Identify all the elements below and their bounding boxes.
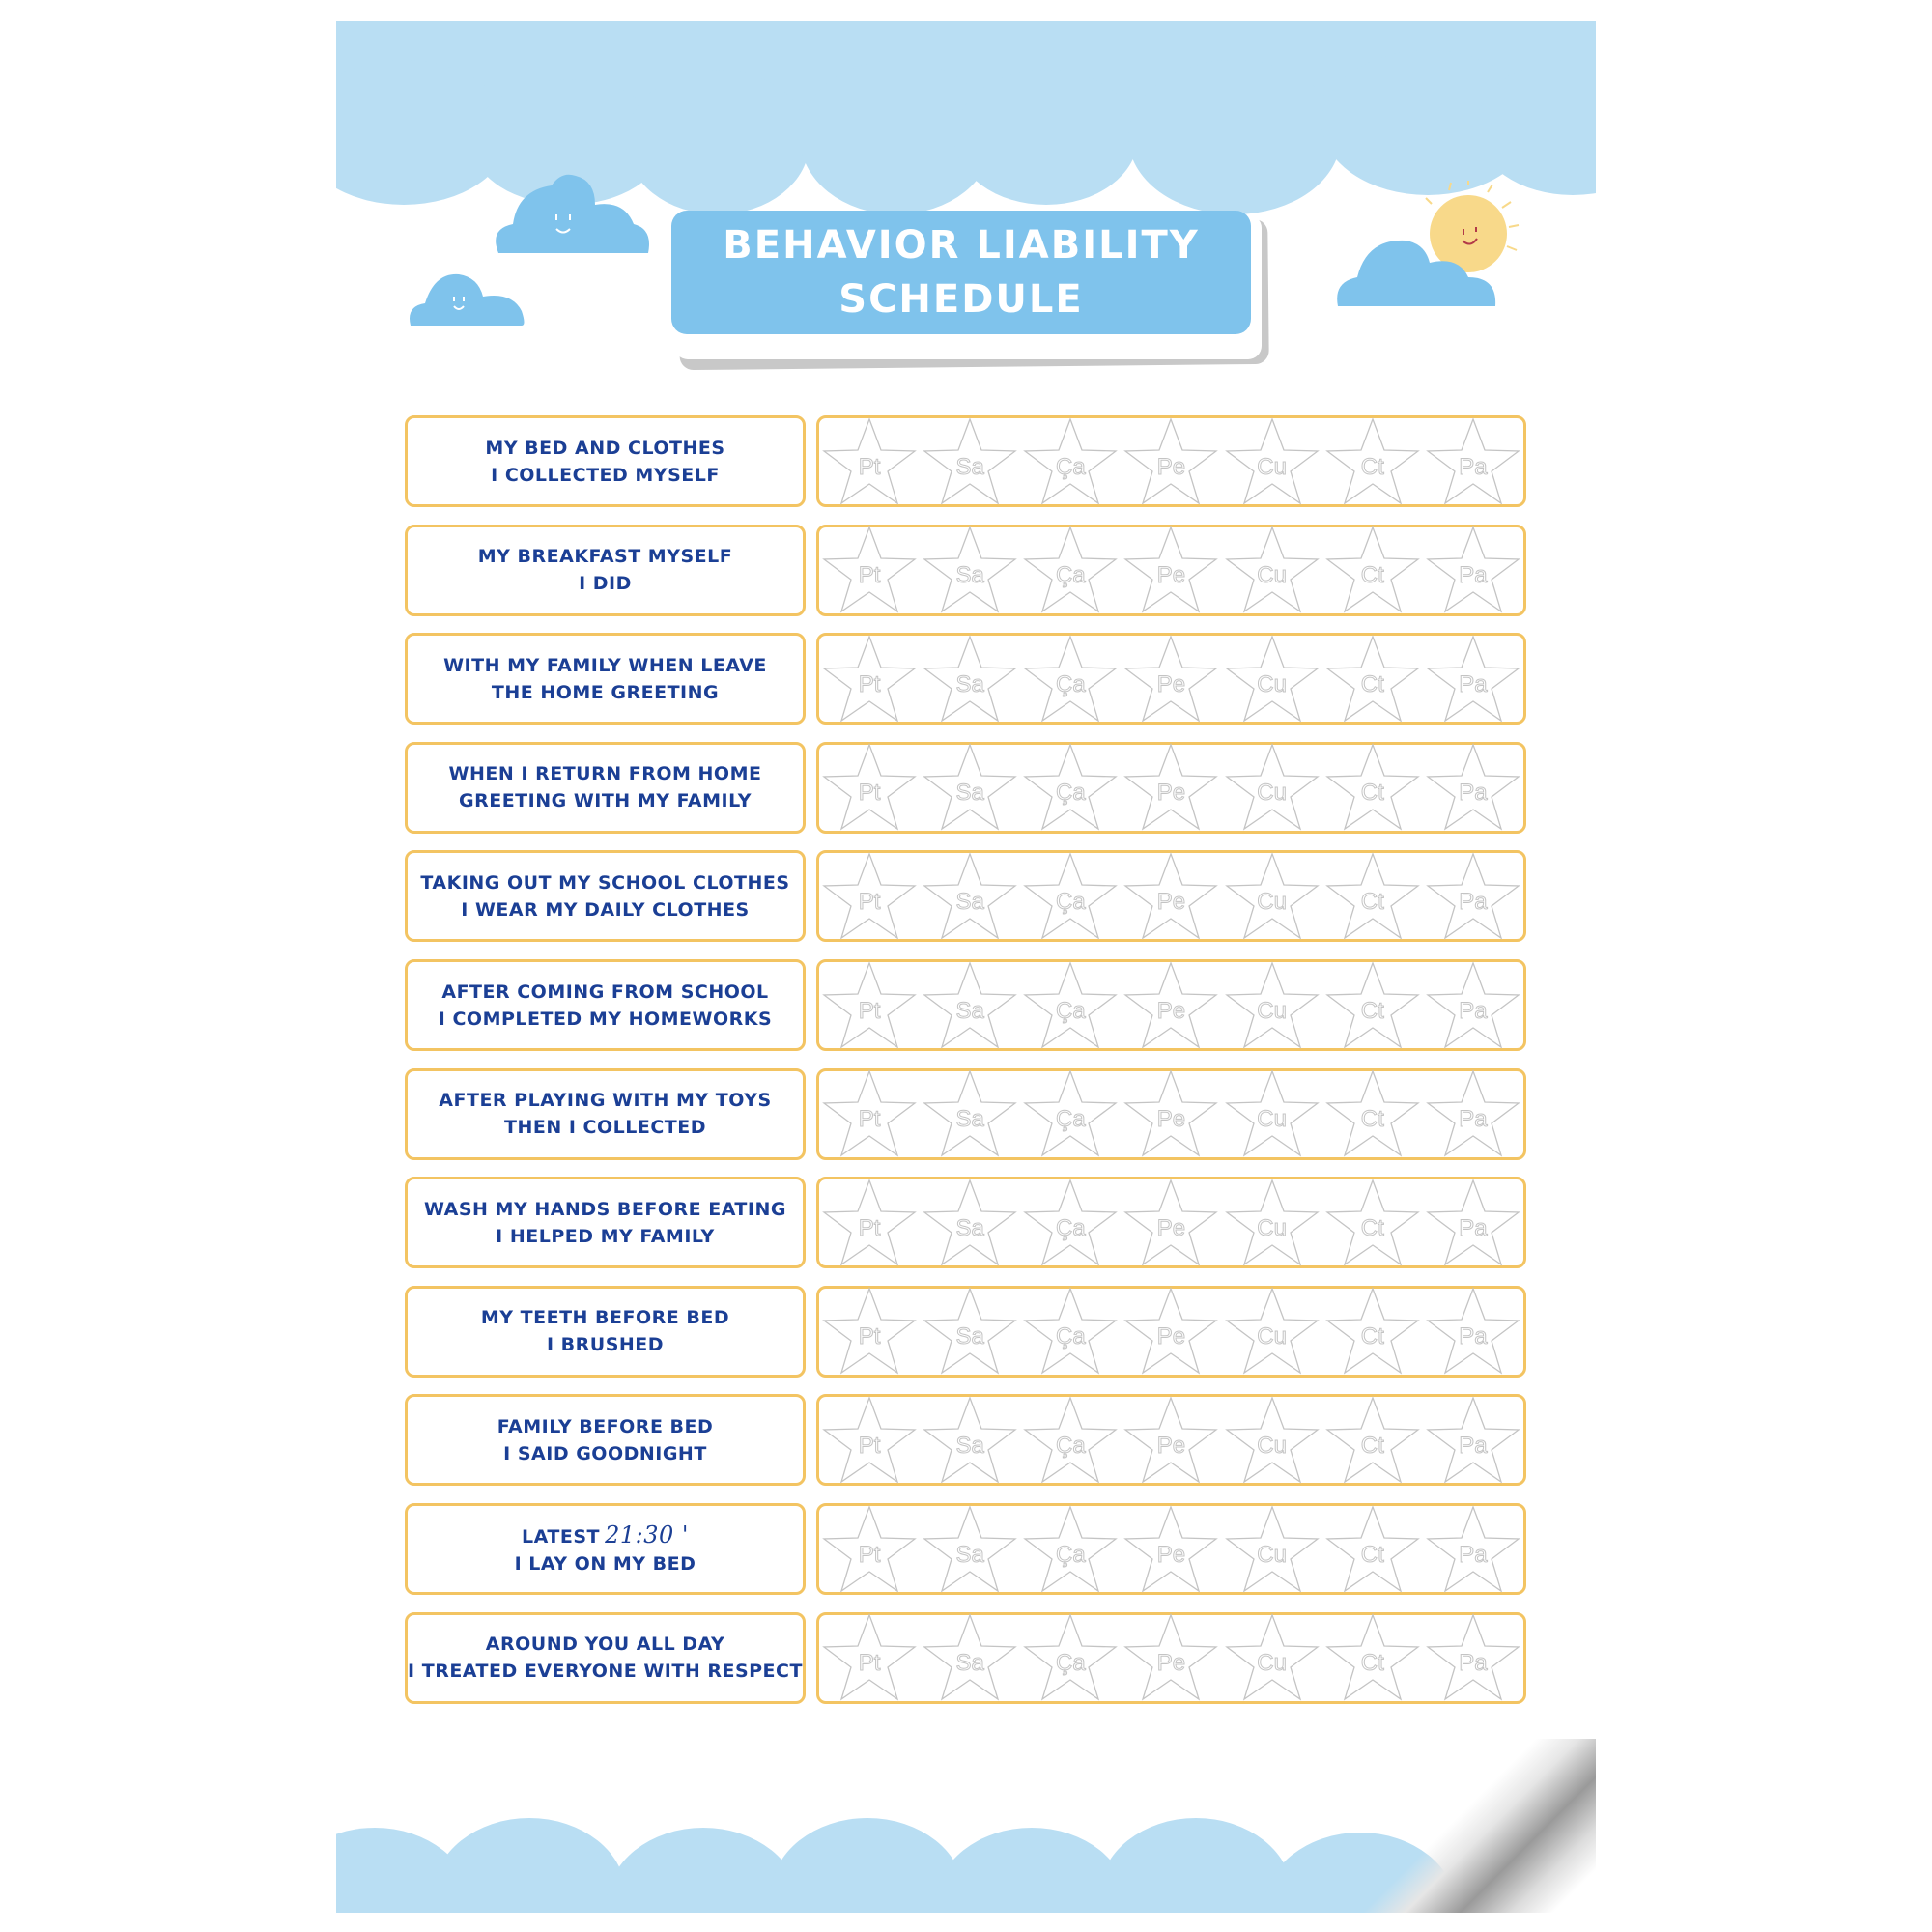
day-label: Ct	[1360, 888, 1384, 915]
day-label: Sa	[955, 888, 984, 915]
day-stars	[816, 1503, 1526, 1595]
day-label: Sa	[955, 1650, 984, 1677]
day-label: Ça	[1056, 1323, 1086, 1350]
task-line-1: LATEST	[522, 1525, 600, 1548]
task-label-box	[405, 850, 806, 942]
day-star-checkbox[interactable]	[821, 1613, 918, 1702]
day-star-checkbox[interactable]	[1425, 1287, 1521, 1376]
day-label: Pe	[1156, 453, 1186, 480]
day-label: Pa	[1459, 1432, 1488, 1459]
day-star-checkbox[interactable]	[1324, 1179, 1421, 1267]
table-row	[405, 1503, 1526, 1593]
day-star-checkbox[interactable]	[1022, 635, 1119, 724]
day-label: Sa	[955, 670, 984, 697]
day-stars	[816, 959, 1526, 1051]
day-label: Sa	[955, 453, 984, 480]
task-line-1: AFTER PLAYING WITH MY TOYS	[439, 1090, 772, 1112]
day-label: Cu	[1257, 780, 1287, 807]
day-star-checkbox[interactable]	[1122, 961, 1219, 1050]
task-line-1: WASH MY HANDS BEFORE EATING	[424, 1198, 786, 1220]
day-star-checkbox[interactable]	[1425, 635, 1521, 724]
day-star-checkbox[interactable]	[1122, 635, 1219, 724]
day-star-checkbox[interactable]	[1022, 417, 1119, 506]
day-star-checkbox[interactable]	[1425, 743, 1521, 832]
task-line-1-with-time	[522, 1521, 689, 1550]
cloud-scallop	[626, 70, 810, 214]
task-label-box	[405, 633, 806, 724]
cloud-icon	[406, 263, 526, 330]
day-label: Ct	[1360, 1432, 1384, 1459]
page-curl	[1345, 1739, 1596, 1913]
day-label: Pa	[1459, 1541, 1488, 1568]
day-label: Pt	[858, 1432, 881, 1459]
day-star-checkbox[interactable]	[1224, 1179, 1321, 1267]
day-star-checkbox[interactable]	[821, 743, 918, 832]
task-label-box	[405, 1286, 806, 1378]
day-star-checkbox[interactable]	[1224, 1069, 1321, 1158]
day-star-checkbox[interactable]	[922, 1287, 1018, 1376]
day-star-checkbox[interactable]	[1122, 743, 1219, 832]
day-label: Pe	[1156, 1106, 1186, 1133]
day-label: Cu	[1257, 997, 1287, 1024]
day-label: Pe	[1156, 888, 1186, 915]
day-label: Ct	[1360, 1650, 1384, 1677]
day-label: Cu	[1257, 1432, 1287, 1459]
task-line-2: I DID	[579, 573, 632, 595]
task-line-2: GREETING WITH MY FAMILY	[459, 790, 752, 812]
day-star-checkbox[interactable]	[1425, 961, 1521, 1050]
task-line-1: AFTER COMING FROM SCHOOL	[441, 980, 769, 1003]
day-star-checkbox[interactable]	[1022, 1396, 1119, 1485]
task-line-2: I SAID GOODNIGHT	[503, 1442, 707, 1464]
bottom-cloud-scallop	[433, 1818, 626, 1913]
task-line-1: FAMILY BEFORE BED	[497, 1415, 714, 1437]
day-label: Ça	[1056, 780, 1086, 807]
day-star-checkbox[interactable]	[1122, 526, 1219, 614]
day-stars	[816, 1177, 1526, 1268]
day-label: Cu	[1257, 1323, 1287, 1350]
day-star-checkbox[interactable]	[922, 1179, 1018, 1267]
day-star-checkbox[interactable]	[1022, 1287, 1119, 1376]
task-line-2: I HELPED MY FAMILY	[496, 1225, 715, 1247]
day-stars	[816, 742, 1526, 834]
day-label: Pa	[1459, 1650, 1488, 1677]
day-star-checkbox[interactable]	[1022, 1505, 1119, 1594]
day-stars	[816, 633, 1526, 724]
day-label: Pe	[1156, 1214, 1186, 1241]
day-label: Pt	[858, 1323, 881, 1350]
day-label: Ct	[1360, 562, 1384, 589]
day-star-checkbox[interactable]	[821, 526, 918, 614]
task-label-box	[405, 1503, 806, 1595]
day-label: Pa	[1459, 780, 1488, 807]
day-star-checkbox[interactable]	[1224, 1396, 1321, 1485]
day-label: Sa	[955, 1432, 984, 1459]
sun-behind-cloud-icon	[1333, 181, 1526, 316]
task-label-box	[405, 742, 806, 834]
day-star-checkbox[interactable]	[1022, 852, 1119, 941]
day-star-checkbox[interactable]	[922, 526, 1018, 614]
day-star-checkbox[interactable]	[922, 1505, 1018, 1594]
day-stars	[816, 1068, 1526, 1160]
day-label: Pa	[1459, 562, 1488, 589]
day-star-checkbox[interactable]	[1324, 852, 1421, 941]
day-label: Pe	[1156, 1650, 1186, 1677]
day-label: Pe	[1156, 997, 1186, 1024]
day-star-checkbox[interactable]	[1324, 1396, 1421, 1485]
task-label-box	[405, 1394, 806, 1486]
day-label: Cu	[1257, 670, 1287, 697]
day-label: Pt	[858, 997, 881, 1024]
day-star-checkbox[interactable]	[1324, 635, 1421, 724]
day-label: Pa	[1459, 453, 1488, 480]
task-line-1: MY TEETH BEFORE BED	[480, 1307, 730, 1329]
day-label: Cu	[1257, 1106, 1287, 1133]
day-star-checkbox[interactable]	[1122, 1069, 1219, 1158]
day-label: Sa	[955, 780, 984, 807]
day-label: Pt	[858, 562, 881, 589]
day-label: Cu	[1257, 1214, 1287, 1241]
day-label: Ct	[1360, 780, 1384, 807]
bedtime: 21:30 '	[605, 1520, 689, 1548]
day-label: Pa	[1459, 1323, 1488, 1350]
day-star-checkbox[interactable]	[1022, 1069, 1119, 1158]
table-row	[405, 1612, 1526, 1702]
task-label-box	[405, 959, 806, 1051]
day-label: Ça	[1056, 997, 1086, 1024]
task-line-2: I COLLECTED MYSELF	[491, 464, 720, 486]
day-star-checkbox[interactable]	[922, 1069, 1018, 1158]
day-label: Cu	[1257, 888, 1287, 915]
table-row	[405, 525, 1526, 614]
day-star-checkbox[interactable]	[1224, 1287, 1321, 1376]
day-star-checkbox[interactable]	[1122, 1505, 1219, 1594]
cloud-scallop	[954, 70, 1138, 205]
task-label-box	[405, 415, 806, 507]
day-label: Pt	[858, 1541, 881, 1568]
day-star-checkbox[interactable]	[1224, 852, 1321, 941]
table-row	[405, 1394, 1526, 1484]
task-line-2: I BRUSHED	[546, 1334, 665, 1356]
cloud-icon	[489, 171, 653, 258]
day-star-checkbox[interactable]	[1122, 1287, 1219, 1376]
day-star-checkbox[interactable]	[1022, 526, 1119, 614]
table-row	[405, 415, 1526, 505]
day-label: Ct	[1360, 1106, 1384, 1133]
day-star-checkbox[interactable]	[1425, 1396, 1521, 1485]
day-star-checkbox[interactable]	[1324, 743, 1421, 832]
task-line-2: THEN I COLLECTED	[504, 1117, 706, 1139]
day-star-checkbox[interactable]	[922, 961, 1018, 1050]
table-row	[405, 850, 1526, 940]
day-star-checkbox[interactable]	[1425, 1179, 1521, 1267]
day-star-checkbox[interactable]	[1224, 743, 1321, 832]
task-line-2: I COMPLETED MY HOMEWORKS	[438, 1008, 773, 1030]
day-star-checkbox[interactable]	[1224, 1613, 1321, 1702]
day-stars	[816, 525, 1526, 616]
task-line-2: I WEAR MY DAILY CLOTHES	[461, 898, 750, 921]
day-label: Pe	[1156, 1432, 1186, 1459]
table-row	[405, 959, 1526, 1049]
day-label: Sa	[955, 997, 984, 1024]
day-star-checkbox[interactable]	[1022, 1613, 1119, 1702]
task-line-2: I TREATED EVERYONE WITH RESPECT	[408, 1661, 803, 1683]
task-line-1: MY BED AND CLOTHES	[485, 437, 725, 459]
day-star-checkbox[interactable]	[1022, 1179, 1119, 1267]
day-label: Ça	[1056, 1214, 1086, 1241]
day-star-checkbox[interactable]	[1425, 417, 1521, 506]
day-label: Pt	[858, 1106, 881, 1133]
day-star-checkbox[interactable]	[1122, 417, 1219, 506]
day-label: Sa	[955, 1106, 984, 1133]
page-title	[671, 211, 1251, 334]
day-label: Ça	[1056, 1432, 1086, 1459]
day-star-checkbox[interactable]	[922, 1613, 1018, 1702]
day-label: Pa	[1459, 1106, 1488, 1133]
day-star-checkbox[interactable]	[1324, 1069, 1421, 1158]
day-label: Cu	[1257, 562, 1287, 589]
day-star-checkbox[interactable]	[922, 852, 1018, 941]
day-star-checkbox[interactable]	[1324, 1613, 1421, 1702]
day-label: Pe	[1156, 780, 1186, 807]
day-star-checkbox[interactable]	[821, 1287, 918, 1376]
day-label: Cu	[1257, 453, 1287, 480]
day-label: Pa	[1459, 1214, 1488, 1241]
day-stars	[816, 1286, 1526, 1378]
day-label: Ct	[1360, 1323, 1384, 1350]
day-label: Ça	[1056, 453, 1086, 480]
day-label: Pe	[1156, 1541, 1186, 1568]
day-star-checkbox[interactable]	[1224, 526, 1321, 614]
day-label: Cu	[1257, 1650, 1287, 1677]
task-line-1: AROUND YOU ALL DAY	[485, 1634, 725, 1656]
table-row	[405, 742, 1526, 832]
day-star-checkbox[interactable]	[1122, 1396, 1219, 1485]
day-stars	[816, 1394, 1526, 1486]
day-label: Ça	[1056, 1650, 1086, 1677]
day-label: Pt	[858, 670, 881, 697]
day-label: Ça	[1056, 670, 1086, 697]
day-star-checkbox[interactable]	[1224, 1505, 1321, 1594]
day-label: Pe	[1156, 562, 1186, 589]
day-label: Ça	[1056, 1541, 1086, 1568]
day-star-checkbox[interactable]	[1324, 1505, 1421, 1594]
day-label: Pt	[858, 453, 881, 480]
day-star-checkbox[interactable]	[1324, 526, 1421, 614]
day-label: Pt	[858, 1214, 881, 1241]
day-star-checkbox[interactable]	[821, 1396, 918, 1485]
day-star-checkbox[interactable]	[821, 1505, 918, 1594]
table-row	[405, 633, 1526, 723]
task-line-2: I LAY ON MY BED	[514, 1552, 696, 1575]
task-line-1: MY BREAKFAST MYSELF	[477, 546, 733, 568]
day-stars	[816, 415, 1526, 507]
day-star-checkbox[interactable]	[821, 1179, 918, 1267]
day-star-checkbox[interactable]	[821, 852, 918, 941]
task-label-box	[405, 1068, 806, 1160]
day-label: Pa	[1459, 888, 1488, 915]
day-star-checkbox[interactable]	[1425, 1505, 1521, 1594]
day-label: Ça	[1056, 562, 1086, 589]
day-label: Pe	[1156, 1323, 1186, 1350]
task-line-1: WITH MY FAMILY WHEN LEAVE	[443, 654, 767, 676]
day-star-checkbox[interactable]	[1324, 1287, 1421, 1376]
day-label: Cu	[1257, 1541, 1287, 1568]
day-label: Ct	[1360, 997, 1384, 1024]
day-stars	[816, 1612, 1526, 1704]
day-label: Ct	[1360, 1541, 1384, 1568]
day-star-checkbox[interactable]	[1324, 417, 1421, 506]
day-star-checkbox[interactable]	[922, 743, 1018, 832]
task-label-box	[405, 1177, 806, 1268]
day-star-checkbox[interactable]	[922, 417, 1018, 506]
day-star-checkbox[interactable]	[1122, 1179, 1219, 1267]
day-star-checkbox[interactable]	[1324, 961, 1421, 1050]
day-star-checkbox[interactable]	[1122, 1613, 1219, 1702]
behavior-chart-poster	[336, 21, 1596, 1913]
day-star-checkbox[interactable]	[1224, 417, 1321, 506]
task-line-1: TAKING OUT MY SCHOOL CLOTHES	[420, 871, 790, 894]
day-star-checkbox[interactable]	[1022, 961, 1119, 1050]
day-label: Sa	[955, 1541, 984, 1568]
day-label: Pa	[1459, 670, 1488, 697]
day-label: Sa	[955, 1214, 984, 1241]
day-star-checkbox[interactable]	[922, 1396, 1018, 1485]
day-label: Ct	[1360, 1214, 1384, 1241]
cloud-scallop	[1128, 60, 1341, 214]
day-star-checkbox[interactable]	[1425, 852, 1521, 941]
day-label: Pe	[1156, 670, 1186, 697]
day-star-checkbox[interactable]	[1425, 1069, 1521, 1158]
day-label: Ct	[1360, 453, 1384, 480]
day-label: Pa	[1459, 997, 1488, 1024]
day-label: Ct	[1360, 670, 1384, 697]
table-row	[405, 1068, 1526, 1158]
day-label: Pt	[858, 888, 881, 915]
task-line-2: THE HOME GREETING	[491, 681, 720, 703]
table-row	[405, 1286, 1526, 1376]
day-label: Pt	[858, 1650, 881, 1677]
day-star-checkbox[interactable]	[922, 635, 1018, 724]
task-label-box	[405, 525, 806, 616]
day-star-checkbox[interactable]	[1022, 743, 1119, 832]
table-row	[405, 1177, 1526, 1266]
title-line-2: SCHEDULE	[838, 277, 1084, 322]
day-label: Sa	[955, 1323, 984, 1350]
day-star-checkbox[interactable]	[821, 961, 918, 1050]
day-label: Ça	[1056, 888, 1086, 915]
title-line-1: BEHAVIOR LIABILITY	[723, 223, 1200, 268]
day-label: Ça	[1056, 1106, 1086, 1133]
day-star-checkbox[interactable]	[1425, 526, 1521, 614]
task-label-box	[405, 1612, 806, 1704]
day-star-checkbox[interactable]	[1224, 635, 1321, 724]
task-line-1: WHEN I RETURN FROM HOME	[448, 763, 762, 785]
day-star-checkbox[interactable]	[821, 417, 918, 506]
day-star-checkbox[interactable]	[1425, 1613, 1521, 1702]
day-stars	[816, 850, 1526, 942]
day-star-checkbox[interactable]	[821, 1069, 918, 1158]
day-star-checkbox[interactable]	[821, 635, 918, 724]
day-star-checkbox[interactable]	[1122, 852, 1219, 941]
day-star-checkbox[interactable]	[1224, 961, 1321, 1050]
day-label: Pt	[858, 780, 881, 807]
day-label: Sa	[955, 562, 984, 589]
